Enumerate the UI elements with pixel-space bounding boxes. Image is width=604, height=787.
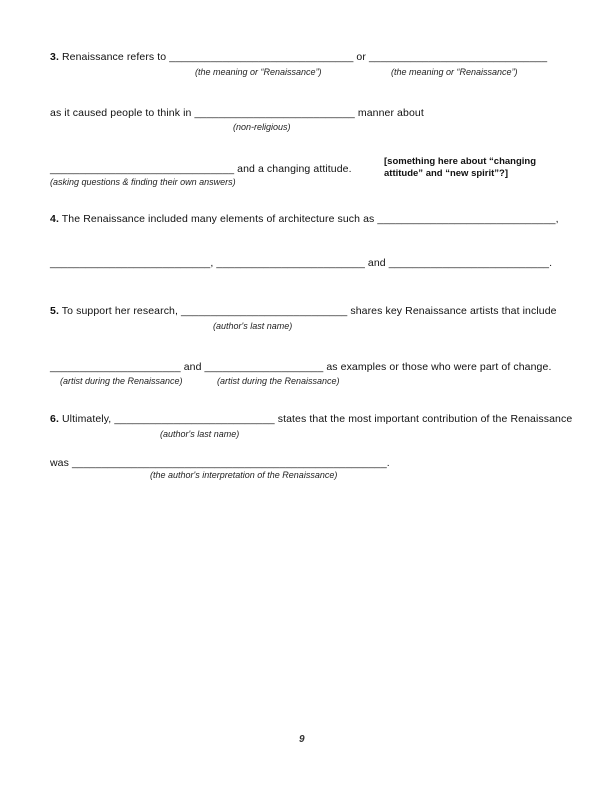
q6-line-1: [50, 413, 572, 426]
q6-hint-b: (the author's interpretation of the Renaissance): [150, 470, 338, 480]
q5-hint-c: (artist during the Renaissance): [217, 376, 340, 386]
q3-line-1: [50, 51, 547, 64]
q5-hint-a: (author's last name): [213, 321, 293, 331]
q5-line-1-text: To support her research, ____________________________ shares key Renaissance artists that include: [61, 305, 557, 317]
q3-hint-d: (asking questions & finding their own answers): [50, 177, 236, 187]
q3-line-2: as it caused people to think in ___________________________ manner about: [50, 107, 424, 119]
q6-line-2: was _____________________________________________________.: [50, 457, 390, 469]
q6-hint-a: (author's last name): [160, 429, 240, 439]
q4-line-2: ___________________________, _________________________ and ___________________________.: [50, 257, 553, 269]
q3-hint-a: (the meaning or “Renaissance”): [195, 67, 322, 77]
q4-line-1: [50, 213, 559, 226]
q5-hint-b: (artist during the Renaissance): [60, 376, 183, 386]
q3-line-3: _______________________________ and a changing attitude.: [50, 163, 352, 175]
q6-number: 6.: [50, 413, 59, 425]
q5-line-2: ______________________ and ____________________ as examples or those who were part of change.: [50, 361, 552, 373]
q5-number: 5.: [50, 305, 59, 317]
q3-line-1-text: Renaissance refers to _______________________________ or ______________________________: [62, 51, 548, 63]
q3-hint-c: (non-religious): [233, 122, 291, 132]
q6-line-1-text: Ultimately, ___________________________ states that the most important contribution of the Renaissance: [62, 413, 573, 425]
q3-number: 3.: [50, 51, 59, 63]
q3-hint-b: (the meaning or “Renaissance”): [391, 67, 518, 77]
q5-line-1: [50, 305, 557, 318]
page-number: 9: [299, 734, 305, 745]
q4-line-1-text: The Renaissance included many elements of architecture such as ______________________________,: [61, 213, 559, 225]
q4-number: 4.: [50, 213, 59, 225]
q3-comment-note: [something here about “changing attitude” and “new spirit”?]: [384, 156, 537, 179]
